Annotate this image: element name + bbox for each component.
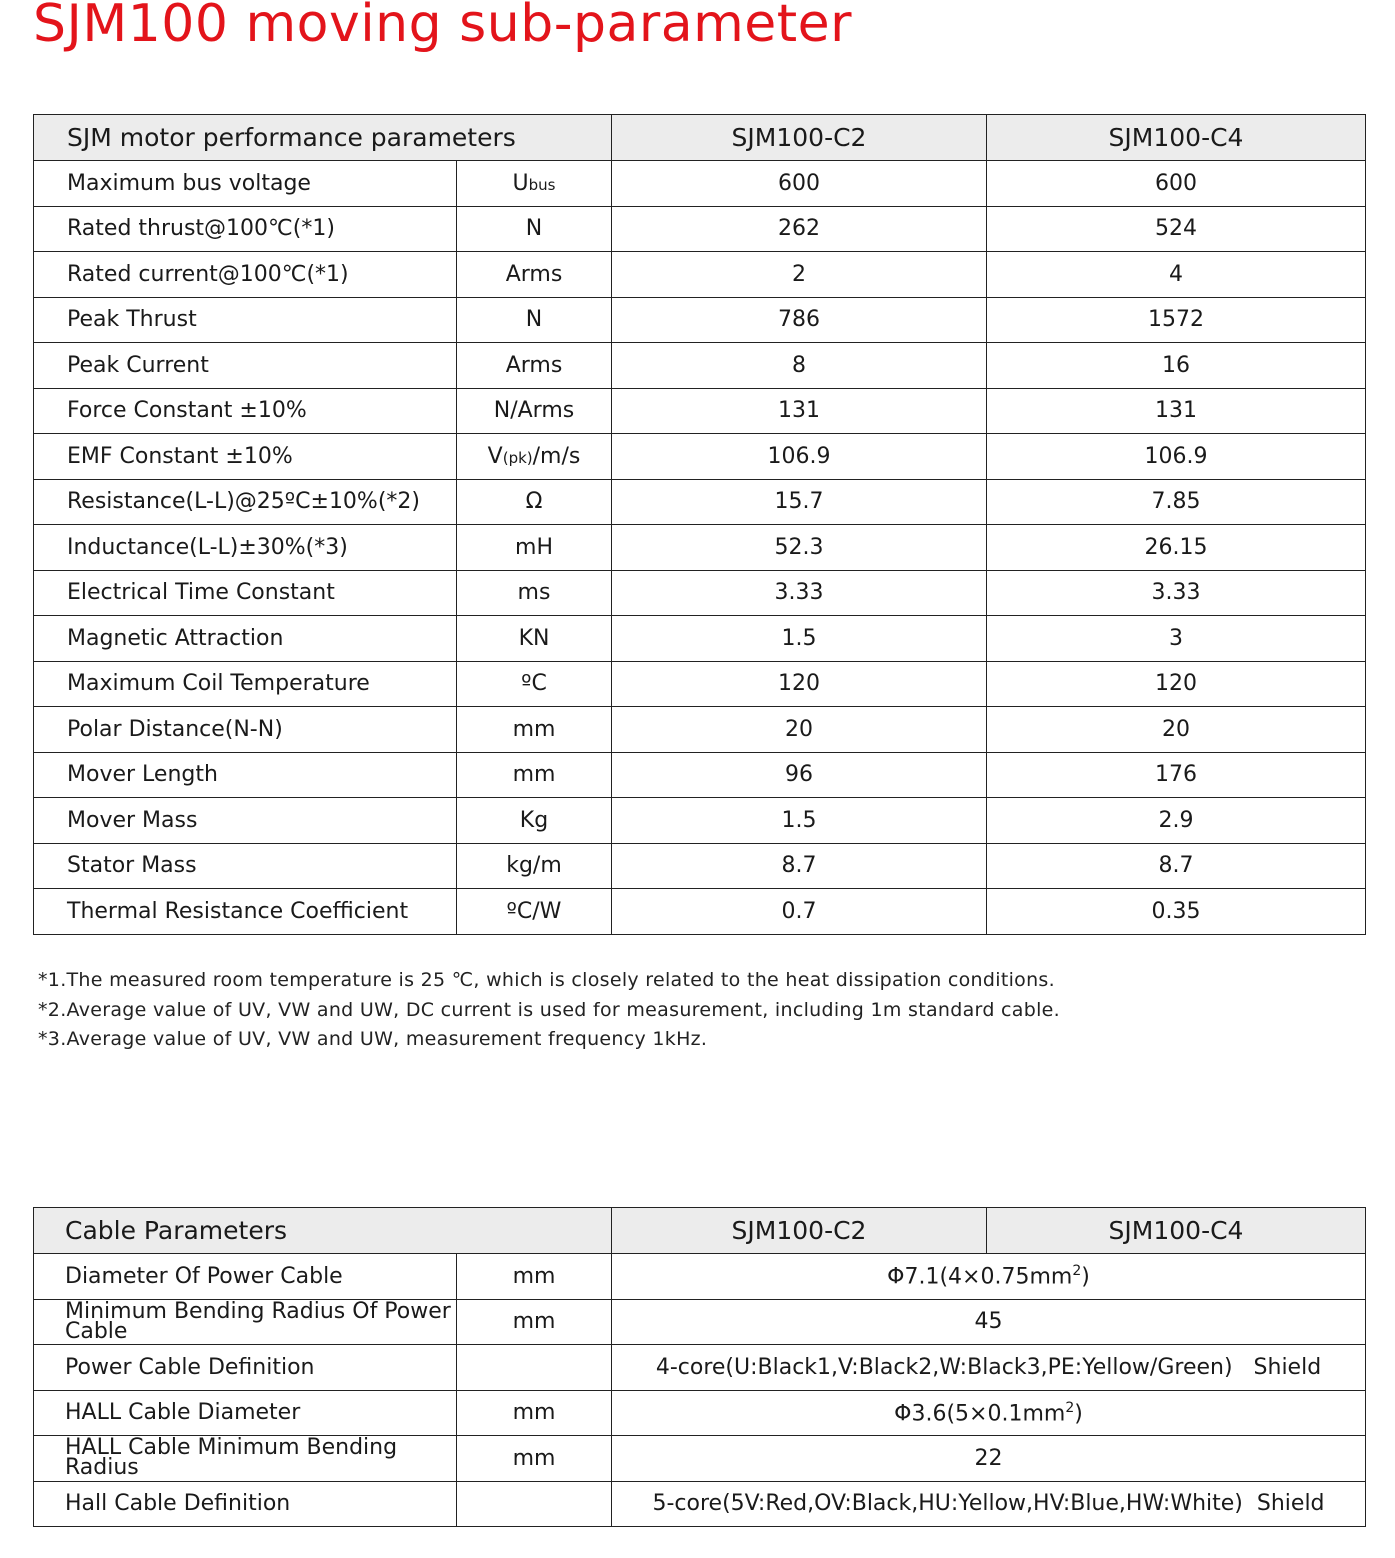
value-c2: 20 <box>612 707 987 753</box>
param-name: Electrical Time Constant <box>34 570 457 616</box>
value-c2: 1.5 <box>612 616 987 662</box>
table-row <box>34 1345 1366 1391</box>
value-c2: 15.7 <box>612 479 987 525</box>
value-end: ) <box>1074 1400 1083 1426</box>
param-unit: ºC <box>457 661 612 707</box>
table-row <box>34 525 1366 571</box>
footnote: *2.Average value of UV, VW and UW, DC current is used for measurement, including 1m standard cable. <box>38 998 1060 1021</box>
cable-param-value: 22 <box>612 1436 1366 1482</box>
cable-param-unit: mm <box>457 1436 612 1482</box>
param-name: EMF Constant ±10% <box>34 434 457 480</box>
param-unit <box>457 434 612 480</box>
param-name: Stator Mass <box>34 843 457 889</box>
table-row <box>34 1390 1366 1436</box>
value-c2: 600 <box>612 161 987 207</box>
table-row <box>34 252 1366 298</box>
param-unit: mm <box>457 707 612 753</box>
cable-param-name: HALL Cable Minimum Bending Radius <box>34 1436 457 1482</box>
param-unit: N <box>457 297 612 343</box>
cable-param-value: 45 <box>612 1299 1366 1345</box>
value-c4: 131 <box>987 388 1366 434</box>
value-c4: 600 <box>987 161 1366 207</box>
value-c2: 120 <box>612 661 987 707</box>
param-unit: mm <box>457 752 612 798</box>
table-row <box>34 889 1366 935</box>
param-unit: Arms <box>457 343 612 389</box>
value-c4: 524 <box>987 206 1366 252</box>
value-end: ) <box>1081 1264 1090 1290</box>
table-row <box>34 161 1366 207</box>
value-c4: 106.9 <box>987 434 1366 480</box>
table-row <box>34 343 1366 389</box>
param-name: Magnetic Attraction <box>34 616 457 662</box>
header-model-c2: SJM100-C2 <box>612 115 987 161</box>
param-name: Maximum Coil Temperature <box>34 661 457 707</box>
unit-rest: /m/s <box>532 443 581 469</box>
cable-param-name: HALL Cable Diameter <box>34 1390 457 1436</box>
value-c2: 1.5 <box>612 798 987 844</box>
value-main: 4-core(U:Black1,V:Black2,W:Black3,PE:Yellow/Green) <box>655 1354 1233 1380</box>
footnote: *1.The measured room temperature is 25 ℃, which is closely related to the heat dissipation conditions. <box>38 969 1055 991</box>
value-c2: 106.9 <box>612 434 987 480</box>
performance-table <box>33 114 1366 935</box>
param-unit: N/Arms <box>457 388 612 434</box>
value-c2: 8 <box>612 343 987 389</box>
value-sup: 2 <box>1072 1263 1082 1280</box>
param-name: Rated thrust@100℃(*1) <box>34 206 457 252</box>
unit-sub: (pk) <box>502 448 533 467</box>
cable-param-unit: mm <box>457 1390 612 1436</box>
value-c4: 3 <box>987 616 1366 662</box>
param-name: Polar Distance(N-N) <box>34 707 457 753</box>
param-unit: ms <box>457 570 612 616</box>
value-c4: 3.33 <box>987 570 1366 616</box>
value-c4: 4 <box>987 252 1366 298</box>
header-model-c4: SJM100-C4 <box>987 1208 1366 1254</box>
value-c4: 8.7 <box>987 843 1366 889</box>
unit-main: U <box>512 170 529 196</box>
param-unit: kg/m <box>457 843 612 889</box>
value-c4: 16 <box>987 343 1366 389</box>
cable-param-value <box>612 1345 1366 1391</box>
param-unit: N <box>457 206 612 252</box>
value-c2: 786 <box>612 297 987 343</box>
cable-param-unit: mm <box>457 1299 612 1345</box>
header-model-c2: SJM100-C2 <box>612 1208 987 1254</box>
value-main: Φ7.1(4×0.75mm <box>887 1264 1073 1290</box>
cable-table <box>33 1207 1366 1527</box>
table-row <box>34 479 1366 525</box>
param-name: Resistance(L-L)@25ºC±10%(*2) <box>34 479 457 525</box>
footnote: *3.Average value of UV, VW and UW, measurement frequency 1kHz. <box>38 1028 708 1050</box>
param-unit <box>457 161 612 207</box>
table-row <box>34 1299 1366 1345</box>
param-name: Rated current@100℃(*1) <box>34 252 457 298</box>
value-c2: 52.3 <box>612 525 987 571</box>
param-unit: mH <box>457 525 612 571</box>
cable-param-value <box>612 1254 1366 1300</box>
table-row <box>34 1254 1366 1300</box>
value-main: Φ3.6(5×0.1mm <box>894 1400 1066 1426</box>
cable-param-value <box>612 1481 1366 1527</box>
param-name: Inductance(L-L)±30%(*3) <box>34 525 457 571</box>
cable-param-name: Minimum Bending Radius Of Power Cable <box>34 1299 457 1345</box>
value-c4: 26.15 <box>987 525 1366 571</box>
param-name: Maximum bus voltage <box>34 161 457 207</box>
param-name: Mover Length <box>34 752 457 798</box>
table-row <box>34 798 1366 844</box>
value-c4: 176 <box>987 752 1366 798</box>
cable-header-label: Cable Parameters <box>34 1208 612 1254</box>
table-row <box>34 1436 1366 1482</box>
table-row <box>34 661 1366 707</box>
unit-main: V <box>487 443 503 469</box>
table-row <box>34 206 1366 252</box>
table-row <box>34 616 1366 662</box>
cable-param-unit <box>457 1345 612 1391</box>
value-sup: 2 <box>1065 1399 1075 1416</box>
table-row <box>34 707 1366 753</box>
param-unit: KN <box>457 616 612 662</box>
value-c4: 1572 <box>987 297 1366 343</box>
page-title: SJM100 moving sub-parameter <box>33 0 853 54</box>
value-extra: Shield <box>1253 1354 1322 1380</box>
value-c2: 2 <box>612 252 987 298</box>
performance-header-row <box>34 115 1366 161</box>
table-row <box>34 570 1366 616</box>
param-name: Force Constant ±10% <box>34 388 457 434</box>
value-c2: 3.33 <box>612 570 987 616</box>
cable-param-name: Hall Cable Definition <box>34 1481 457 1527</box>
value-c4: 7.85 <box>987 479 1366 525</box>
param-unit: Ω <box>457 479 612 525</box>
value-c4: 20 <box>987 707 1366 753</box>
value-c2: 131 <box>612 388 987 434</box>
param-unit: Arms <box>457 252 612 298</box>
cable-param-value <box>612 1390 1366 1436</box>
performance-header-label: SJM motor performance parameters <box>34 115 612 161</box>
cable-param-name: Diameter Of Power Cable <box>34 1254 457 1300</box>
table-row <box>34 297 1366 343</box>
value-extra: Shield <box>1256 1491 1325 1517</box>
table-row <box>34 434 1366 480</box>
value-c4: 0.35 <box>987 889 1366 935</box>
param-name: Mover Mass <box>34 798 457 844</box>
value-c4: 120 <box>987 661 1366 707</box>
unit-sub: bus <box>528 175 556 194</box>
table-row <box>34 1481 1366 1527</box>
value-c2: 96 <box>612 752 987 798</box>
cable-param-name: Power Cable Definition <box>34 1345 457 1391</box>
cable-header-row <box>34 1208 1366 1254</box>
value-c2: 0.7 <box>612 889 987 935</box>
cable-param-unit <box>457 1481 612 1527</box>
param-name: Peak Current <box>34 343 457 389</box>
value-c2: 8.7 <box>612 843 987 889</box>
header-model-c4: SJM100-C4 <box>987 115 1366 161</box>
table-row <box>34 752 1366 798</box>
param-unit: Kg <box>457 798 612 844</box>
param-name: Peak Thrust <box>34 297 457 343</box>
table-row <box>34 388 1366 434</box>
value-main: 5-core(5V:Red,OV:Black,HU:Yellow,HV:Blue,HW:White) <box>652 1491 1243 1517</box>
table-row <box>34 843 1366 889</box>
param-name: Thermal Resistance Coefficient <box>34 889 457 935</box>
value-c4: 2.9 <box>987 798 1366 844</box>
value-c2: 262 <box>612 206 987 252</box>
cable-param-unit: mm <box>457 1254 612 1300</box>
param-unit: ºC/W <box>457 889 612 935</box>
footnotes <box>38 966 1060 1055</box>
